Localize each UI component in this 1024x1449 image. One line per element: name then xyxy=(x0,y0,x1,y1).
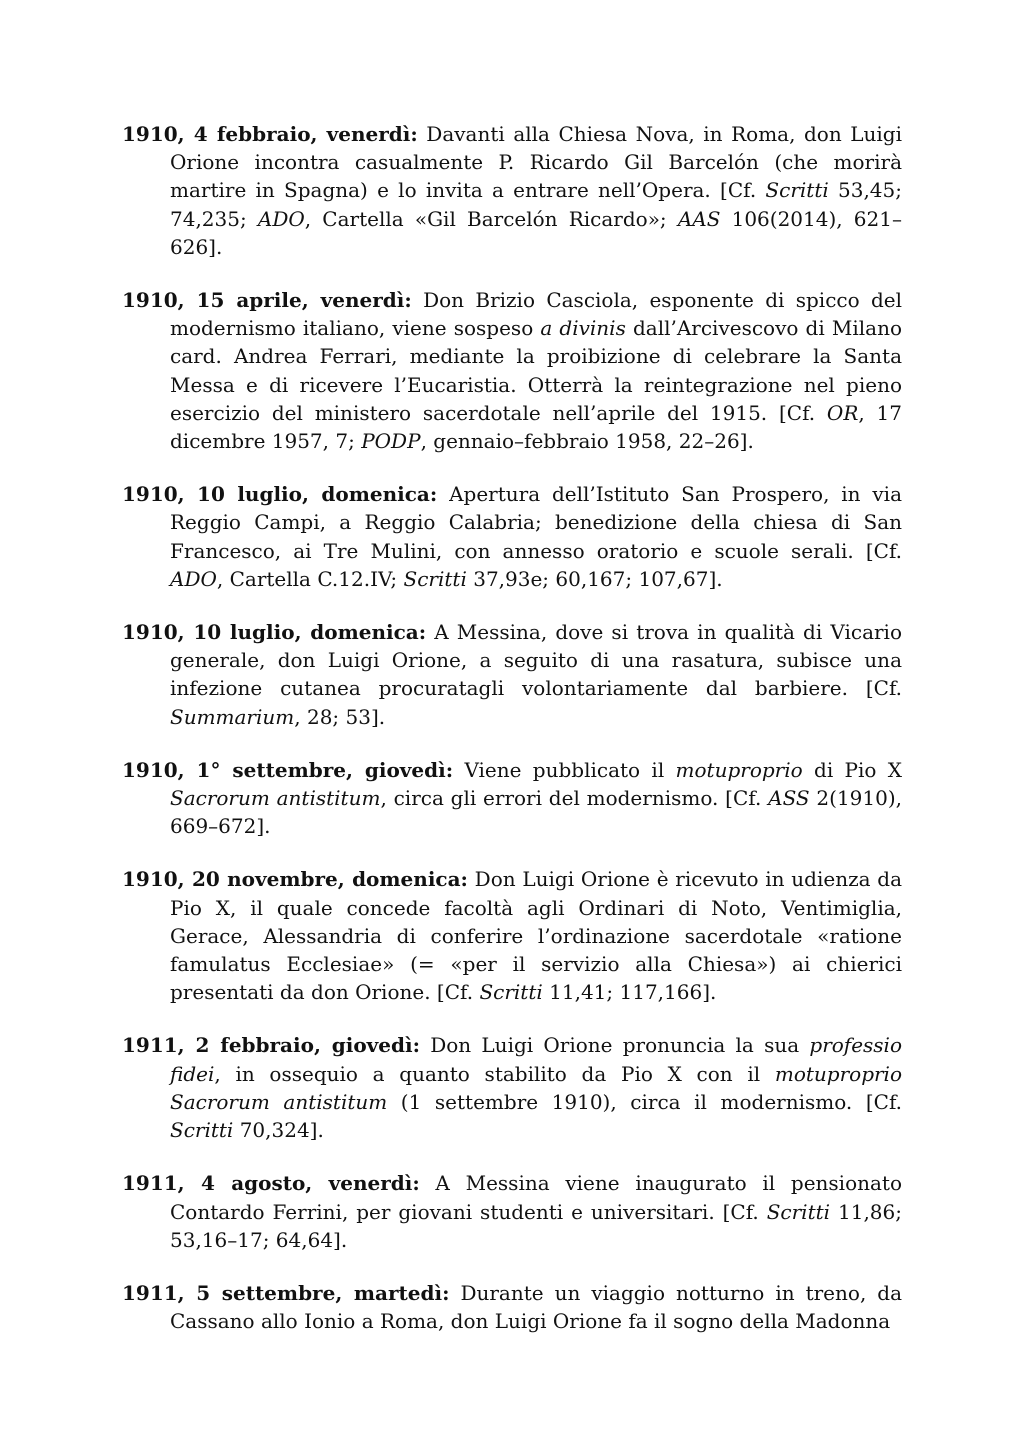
entry-text: Durante un viaggio notturno in treno, da Cassano allo Ionio a Roma, don Luigi Orione fa il sogno della Madonna xyxy=(170,1280,903,1334)
entry-text: Viene pubblicato il xyxy=(453,757,676,782)
entry-italic-term: motuproprio Sacrorum antistitum xyxy=(170,1061,902,1114)
chronology-entry xyxy=(122,865,902,1006)
entry-text: 106(2014), 621–626]. xyxy=(170,206,902,259)
entry-citation-italic: Scritti xyxy=(765,178,829,203)
chronology-entry xyxy=(122,1169,902,1254)
entry-italic-term: a divinis xyxy=(540,316,626,341)
entry-text: Don Luigi Orione è ricevuto in udienza da Pio X, il quale concede facoltà agli Ordinari di Noto, Ventimiglia, Gerace, Alessandria di conferire l’ordinazione sacerdotale «ratione famulatus Ecclesiae» (= «per il servizio alla Chiesa») ai chierici presentati da don Orione. [Cf. xyxy=(170,867,902,1005)
chronology-entry xyxy=(122,756,902,841)
entry-citation-italic: ADO xyxy=(257,206,305,231)
entry-date: 1910, 20 novembre, domenica: xyxy=(122,867,468,892)
entry-text: A Messina viene inaugurato il pensionato Contardo Ferrini, per giovani studenti e universitari. [Cf. xyxy=(170,1171,902,1224)
entry-text: 11,41; 117,166]. xyxy=(542,980,717,1005)
entry-text: , circa gli errori del modernismo. [Cf. xyxy=(380,786,769,811)
entry-citation-italic: ASS xyxy=(768,786,810,811)
entry-date: 1911, 4 agosto, venerdì: xyxy=(122,1171,420,1196)
entry-text: dall’Arcivescovo di Milano card. Andrea Ferrari, mediante la proibizione di celebrare la Santa Messa e di ricevere l’Eucaristia. Otterrà la reintegrazione nel pieno esercizio del ministero sacerdotale nell’aprile del 1915. [Cf. xyxy=(170,316,902,425)
entry-italic-term: motuproprio xyxy=(675,757,803,782)
entry-date: 1910, 15 aprile, venerdì: xyxy=(122,288,412,313)
chronology-entry xyxy=(122,1031,902,1144)
entry-citation-italic: ADO xyxy=(170,566,217,591)
entry-citation-italic: AAS xyxy=(677,206,721,231)
chronology-entry xyxy=(122,120,902,261)
entry-date: 1910, 1° settembre, giovedì: xyxy=(122,757,454,782)
entry-text: di Pio X xyxy=(802,757,902,782)
entry-citation-italic: Scritti xyxy=(479,980,543,1005)
entry-date: 1911, 2 febbraio, giovedì: xyxy=(122,1033,420,1058)
entry-date: 1910, 10 luglio, domenica: xyxy=(122,482,438,507)
entry-text: (1 settembre 1910), circa il modernismo. [Cf. xyxy=(387,1089,902,1114)
entry-citation-italic: Scritti xyxy=(170,1118,234,1143)
entry-text: , 28; 53]. xyxy=(294,704,386,729)
entry-text: Davanti alla Chiesa Nova, in Roma, don Luigi Orione incontra casualmente P. Ricardo Gil Barcelón (che morirà martire in Spagna) e lo invita a entrare nell’Opera. [Cf. xyxy=(170,122,902,203)
entry-italic-term: professio fidei xyxy=(170,1033,902,1086)
entry-text: , Cartella «Gil Barcelón Ricardo»; xyxy=(304,206,678,231)
entry-text: 53,45; 74,235; xyxy=(170,178,902,231)
entry-italic-term: Sacrorum antistitum xyxy=(170,786,381,811)
entry-citation-italic: OR xyxy=(826,400,859,425)
entry-citation-italic: PODP xyxy=(361,429,421,454)
entry-text: A Messina, dove si trova in qualità di Vicario generale, don Luigi Orione, a seguito di una rasatura, subisce una infezione cutanea procuratagli volontariamente dal barbiere. [Cf. xyxy=(170,620,902,701)
entry-text: 11,86; 53,16–17; 64,64]. xyxy=(170,1199,902,1252)
entry-citation-italic: Scritti xyxy=(766,1199,831,1224)
entry-text: , in ossequio a quanto stabilito da Pio X con il xyxy=(214,1061,775,1086)
entry-date: 1910, 10 luglio, domenica: xyxy=(122,620,427,645)
entry-text: 70,324]. xyxy=(233,1118,324,1143)
entry-text: Don Brizio Casciola, esponente di spicco del modernismo italiano, viene sospeso xyxy=(170,288,903,341)
chronology-entry xyxy=(122,286,902,455)
entry-citation-italic: Scritti xyxy=(403,566,467,591)
chronology-entry xyxy=(122,480,902,593)
document-page xyxy=(122,120,902,1360)
entry-date: 1910, 4 febbraio, venerdì: xyxy=(122,122,418,146)
entry-text: 2(1910), 669–672]. xyxy=(170,786,903,839)
entry-date: 1911, 5 settembre, martedì: xyxy=(122,1280,450,1305)
entry-text: 37,93e; 60,167; 107,67]. xyxy=(466,566,723,591)
entry-text: Apertura dell’Istituto San Prospero, in via Reggio Campi, a Reggio Calabria; benedizione della chiesa di San Francesco, ai Tre Mulini, con annesso oratorio e scuole serali. [Cf. xyxy=(170,482,902,563)
chronology-entry xyxy=(122,1279,902,1335)
entry-text: , Cartella C.12.IV; xyxy=(216,566,404,591)
entry-text: Don Luigi Orione pronuncia la sua xyxy=(419,1033,810,1058)
chronology-entry xyxy=(122,618,902,731)
entry-citation-italic: Summarium xyxy=(170,704,295,729)
entry-text: , gennaio–febbraio 1958, 22–26]. xyxy=(420,429,754,454)
entry-text: , 17 dicembre 1957, 7; xyxy=(170,400,902,454)
